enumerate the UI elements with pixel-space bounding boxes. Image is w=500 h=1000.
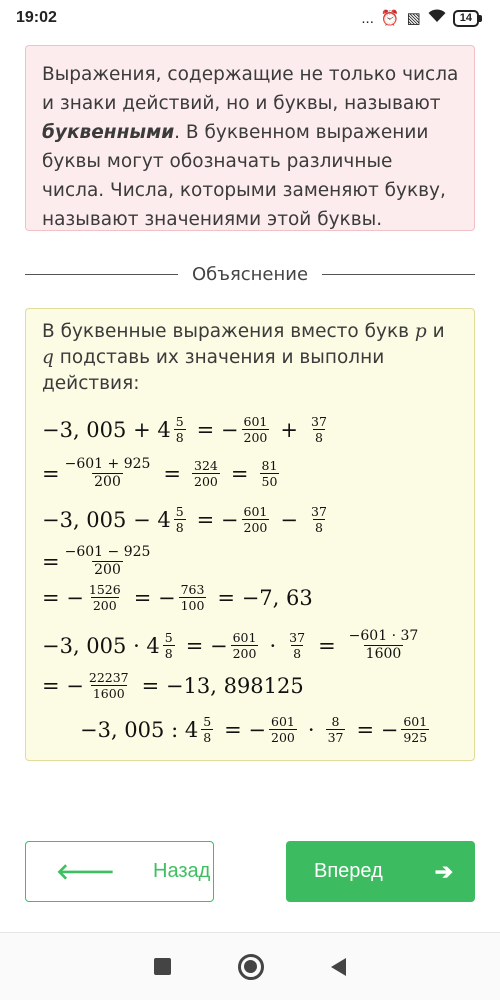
explanation-box xyxy=(25,308,475,761)
alarm-icon: ⏰ xyxy=(380,10,400,27)
explanation-divider xyxy=(25,262,475,286)
battery-level: 14 xyxy=(453,10,479,27)
math-line-8: −3, 005 : 4 $\frac{5}{8}$ = − $\frac{601}{200}$ · $\frac{8}{37}$ = − $\frac{601}{925}$ xyxy=(80,714,428,745)
math-line-5: = − $\frac{1526}{200}$ = − $\frac{763}{100}$ = −7, 63 xyxy=(42,582,313,613)
home-icon[interactable] xyxy=(238,954,264,980)
back-button[interactable] xyxy=(25,841,214,902)
battery-icon xyxy=(453,10,482,27)
math-line-7: = − $\frac{22237}{1600}$ = −13, 898125 xyxy=(42,670,304,701)
rule-text-before: Выражения, содержащие не только числа и знаки действий, но и буквы, называют xyxy=(42,64,459,114)
math-line-1: −3, 005 + 4 $\frac{5}{8}$ = − $\frac{601}{200}$ + $\frac{37}{8}$ xyxy=(42,414,327,445)
arrow-left-icon: 🡐 xyxy=(56,858,115,884)
var-p: p xyxy=(414,321,427,342)
back-button-label: Назад xyxy=(153,860,211,882)
system-nav-bar xyxy=(0,932,500,1000)
wifi-icon xyxy=(428,9,446,27)
math-line-6: −3, 005 · 4 $\frac{5}{8}$ = − $\frac{601}{200}$ · $\frac{37}{8}$ = $\frac{-601 \cdot 37}{1600}$ xyxy=(42,628,419,662)
rule-bold-term: буквенными xyxy=(42,122,175,143)
math-line-4: = $\frac{-601 - 925}{200}$ xyxy=(42,544,151,578)
divider-label: Объяснение xyxy=(191,263,309,285)
no-sim-icon: ▧ xyxy=(406,10,421,27)
status-time: 19:02 xyxy=(16,9,57,26)
status-bar xyxy=(0,0,500,36)
var-q: q xyxy=(42,347,54,368)
math-line-2: = $\frac{-601 + 925}{200}$ = $\frac{324}{200}$ = $\frac{81}{50}$ xyxy=(42,456,278,490)
next-button[interactable] xyxy=(286,841,475,902)
rule-box xyxy=(25,45,475,231)
explanation-intro: В буквенные выражения вместо букв p и q подставь их значения и выполни действия: xyxy=(42,321,445,394)
status-icons xyxy=(361,9,482,27)
back-nav-icon[interactable] xyxy=(331,958,346,976)
more-dots-icon: ... xyxy=(361,9,374,27)
recent-apps-icon[interactable] xyxy=(154,958,171,975)
math-line-3: −3, 005 − 4 $\frac{5}{8}$ = − $\frac{601}{200}$ − $\frac{37}{8}$ xyxy=(42,504,327,535)
rule-text-after: . В буквенном выражении буквы могут обозначать различные числа. Числа, которыми заменяют букву, называют значениями этой буквы. xyxy=(42,122,446,230)
next-button-label: Вперед xyxy=(314,860,383,882)
arrow-right-icon: ➔ xyxy=(434,858,453,884)
